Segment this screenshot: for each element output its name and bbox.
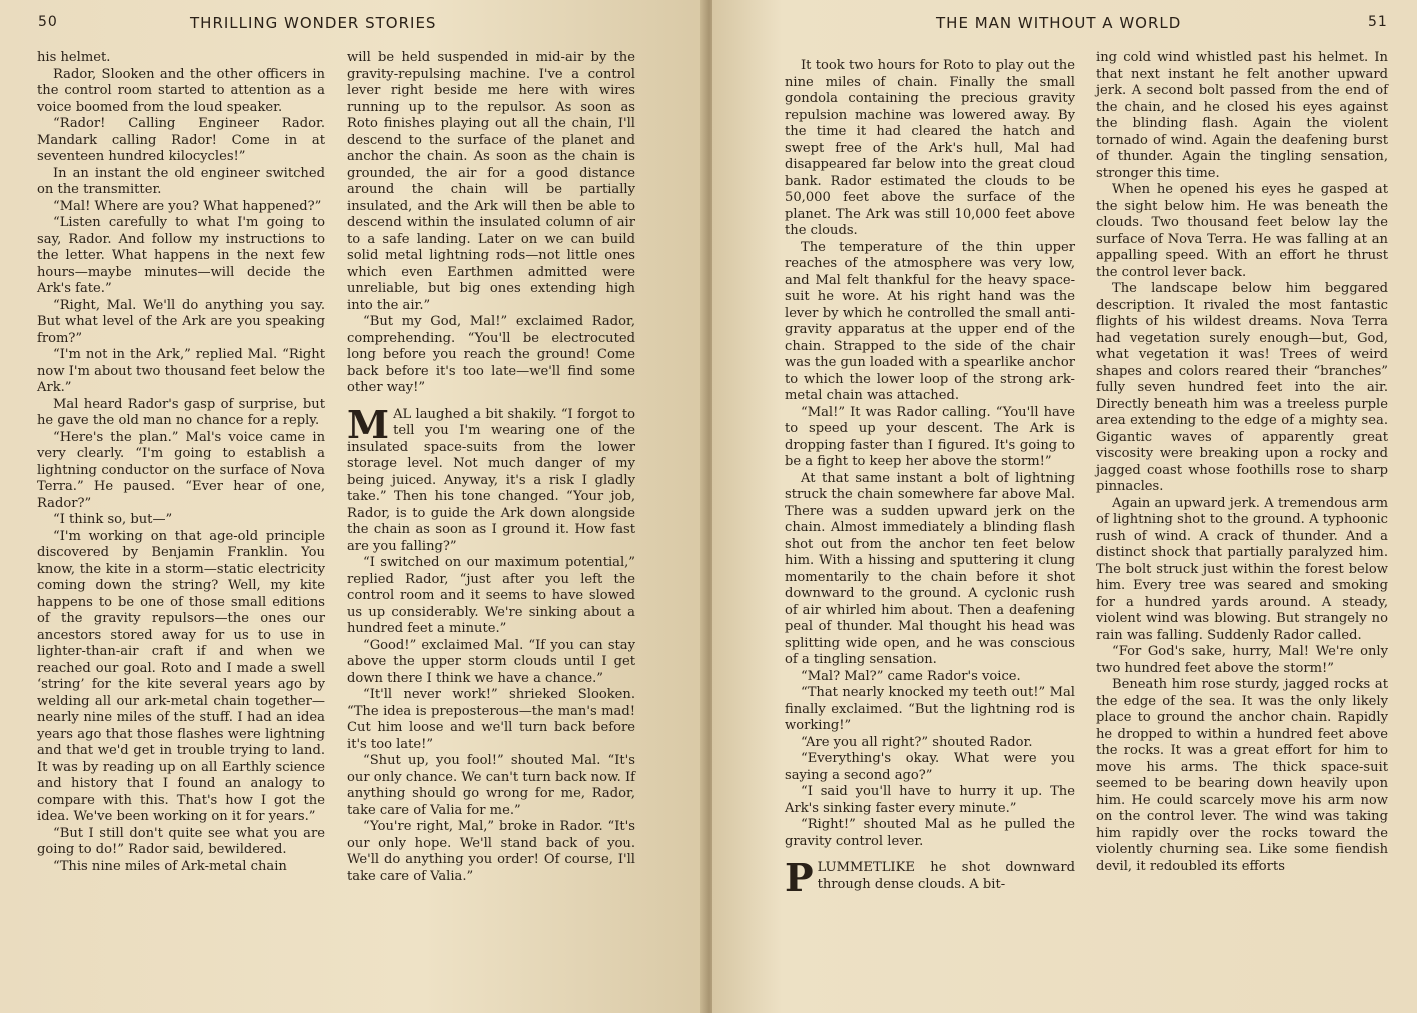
paragraph: “This nine miles of Ark-metal chain bbox=[53, 858, 287, 874]
paragraph: It took two hours for Roto to play out the nine miles of chain. Finally the small gondola containing the precious gravity repulsion machine was lowered away. By the time it had cleared the hatch and swept free of the Ark's hull, Mal had disappeared far below into the great cloud bank. Rador estimated the clouds to be 50,000 feet above the surface of the planet. The Ark was still 10,000 feet above the clouds. bbox=[785, 58, 1075, 238]
drop-cap-letter-right: P bbox=[785, 855, 814, 900]
paragraph: “Everything's okay. What were you saying a second ago?” bbox=[785, 751, 1075, 783]
left-column-2 bbox=[347, 50, 635, 885]
paragraph: will be held suspended in mid-air by the gravity-repulsing machine. I've a control lever right beside me here with wires running up to the repulsor. As soon as Roto finishes playing out all the chain, I'll descend to the surface of the planet and anchor the chain. As soon as the chain is grounded, the air for a good distance around the chain will be partially insulated, and the Ark will then be able to descend within the insulated column of air to a safe landing. Later on we can build solid metal lightning rods—not little ones which even Earthmen admitted were unreliable, but big ones extending high into the air.” bbox=[347, 50, 635, 313]
paragraph: “I'm not in the Ark,” replied Mal. “Right now I'm about two thousand feet below the Ark.” bbox=[37, 347, 325, 395]
paragraph: Rador, Slooken and the other officers in the control room started to attention as a voice boomed from the loud speaker. bbox=[37, 66, 325, 115]
paragraph: “I think so, but—” bbox=[53, 512, 173, 527]
right-column-1 bbox=[785, 58, 1075, 900]
right-column-2 bbox=[1096, 50, 1388, 875]
drop-cap-paragraph bbox=[347, 401, 635, 556]
paragraph: Mal heard Rador's gasp of surprise, but he gave the old man no chance for a reply. bbox=[37, 396, 325, 428]
left-column-1 bbox=[37, 50, 325, 875]
paragraph: “Mal! Where are you? What happened?” bbox=[53, 198, 322, 214]
paragraph: When he opened his eyes he gasped at the sight below him. He was beneath the clouds. Two thousand feet below lay the surface of Nova Terra. He was falling at an appalling speed. With an effort he thrust the control lever back. bbox=[1096, 182, 1388, 280]
paragraph: “It'll never work!” shrieked Slooken. “The idea is preposterous—the man's mad! Cut him loose and we'll turn back before it's too late!” bbox=[347, 687, 635, 752]
paragraph: “Right!” shouted Mal as he pulled the gravity control lever. bbox=[785, 817, 1075, 849]
paragraph: “Mal? Mal?” came Rador's voice. bbox=[801, 668, 1021, 684]
paragraph: “But I still don't quite see what you are going to do!” Rador said, bewildered. bbox=[37, 825, 325, 857]
paragraph: At that same instant a bolt of lightning struck the chain somewhere far above Mal. There was a sudden upward jerk on the chain. Almost immediately a blinding flash shot out from the anchor ten feet below him. With a hissing and sputtering it clung momentarily to the chain before it shot downward to the ground. A cyclonic rush of air whirled him about. Then a deafening peal of thunder. Mal thought his head was splitting wide open, and he was conscious of a tingling sensation. bbox=[785, 470, 1075, 667]
paragraph: “I switched on our maximum potential,” replied Rador, “just after you left the control room and it seems to have slowed us up considerably. We're sinking about a hundred feet a minute.” bbox=[347, 555, 635, 636]
paragraph: his helmet. bbox=[37, 50, 111, 65]
paragraph: ing cold wind whistled past his helmet. In that next instant he felt another upward jerk. A second bolt passed from the end of the chain, and he closed his eyes against the blinding flash. Again the violent tornado of wind. Again the deafening burst of thunder. Again the tingling sensation, stronger this time. bbox=[1096, 50, 1388, 181]
paragraph: “Good!” exclaimed Mal. “If you can stay above the upper storm clouds until I get down there I think we have a chance.” bbox=[347, 637, 635, 686]
drop-cap-paragraph-right bbox=[785, 855, 1075, 900]
paragraph: “Listen carefully to what I'm going to say, Rador. And follow my instructions to the letter. What happens in the next few hours—maybe minutes—will decide the Ark's fate.” bbox=[37, 215, 325, 296]
drop-cap-text-right: LUMMETLIKE he shot downward through dense clouds. A bit- bbox=[817, 860, 1075, 892]
paragraph: The temperature of the thin upper reaches of the atmosphere was very low, and Mal felt thankful for the heavy space-suit he wore. At his right hand was the lever by which he controlled the small anti-gravity apparatus at the upper end of the chain. Strapped to the side of the chair was the gun loaded with a spearlike anchor to which the lower loop of the strong ark-metal chain was attached. bbox=[785, 239, 1075, 403]
paragraph: “But my God, Mal!” exclaimed Rador, comprehending. “You'll be electrocuted long before you reach the ground! Come back before it's too late—we'll find some other way!” bbox=[347, 314, 635, 395]
drop-cap-letter: M bbox=[347, 401, 390, 447]
paragraph: The landscape below him beggared description. It rivaled the most fantastic flights of his wildest dreams. Nova Terra had vegetation surely enough—but, God, what vegetation it was! Trees of weird shapes and colors reared their “branches” fully seven hundred feet into the air. Directly beneath him was a treeless purple area extending to the edge of a mighty sea. Gigantic waves of apparently great viscosity were breaking upon a rocky and jagged coast whose foothills rose to sharp pinnacles. bbox=[1096, 281, 1388, 494]
paragraph: “Right, Mal. We'll do anything you say. But what level of the Ark are you speaking from?” bbox=[37, 297, 325, 346]
page-number-left: 50 bbox=[38, 14, 58, 30]
paragraph: Again an upward jerk. A tremendous arm of lightning shot to the ground. A typhoonic rush of wind. A crack of thunder. And a distinct shock that partially paralyzed him. The bolt struck just within the forest below him. Every tree was seared and smoking for a hundred yards around. A steady, violent wind was blowing. But strangely no rain was falling. Suddenly Rador called. bbox=[1096, 495, 1388, 643]
drop-cap-text: AL laughed a bit shakily. “I forgot to tell you I'm wearing one of the insulated space-suits from the lower storage level. Not much danger of my being juiced. Anyway, it's a risk I gladly take.” Then his tone changed. “Your job, Rador, is to guide the Ark down alongside the chain as soon as I ground it. How fast are you falling?” bbox=[347, 406, 635, 554]
running-head-left: THRILLING WONDER STORIES bbox=[190, 14, 437, 32]
paragraph: “I said you'll have to hurry it up. The Ark's sinking faster every minute.” bbox=[785, 784, 1075, 816]
paragraph: “Shut up, you fool!” shouted Mal. “It's our only chance. We can't turn back now. If anything should go wrong for me, Rador, take care of Valia for me.” bbox=[347, 753, 635, 818]
paragraph: “Mal!” It was Rador calling. “You'll have to speed up your descent. The Ark is dropping faster than I figured. It's going to be a fight to keep her above the storm!” bbox=[785, 404, 1075, 469]
paragraph: “Here's the plan.” Mal's voice came in very clearly. “I'm going to establish a lightning conductor on the surface of Nova Terra.” He paused. “Ever hear of one, Rador?” bbox=[37, 429, 325, 511]
paragraph: “I'm working on that age-old principle discovered by Benjamin Franklin. You know, the kite in a storm—static electricity coming down the string? Well, my kite happens to be one of those small editions of the gravity repulsors—the ones our ancestors stored away for us to use in lighter-than-air craft if and when we reached our goal. Roto and I made a swell ‘string’ for the kite several years ago by welding all our ark-metal chain together—nearly nine miles of the stuff. I had an idea years ago that those flashes were lightning and that we'd get in trouble trying to land. It was by reading up on all Earthly science and history that I found an analogy to compare with this. That's how I got the idea. We've been working on it for years.” bbox=[37, 528, 325, 824]
paragraph: “That nearly knocked my teeth out!” Mal finally exclaimed. “But the lightning rod is working!” bbox=[785, 685, 1075, 733]
page-number-right: 51 bbox=[1368, 14, 1388, 30]
paragraph: In an instant the old engineer switched on the transmitter. bbox=[37, 165, 325, 197]
paragraph: Beneath him rose sturdy, jagged rocks at the edge of the sea. It was the only likely place to ground the anchor chain. Rapidly he dropped to within a hundred feet above the rocks. It was a great effort for him to move his arms. The thick space-suit seemed to be bearing down heavily upon him. He could scarcely move his arm now on the control lever. The wind was taking him rapidly over the rocks toward the violently churning sea. Like some fiendish devil, it redoubled its efforts bbox=[1096, 677, 1388, 874]
paragraph: “Rador! Calling Engineer Rador. Mandark calling Rador! Come in at seventeen hundred kilocycles!” bbox=[37, 116, 325, 164]
paragraph: “Are you all right?” shouted Rador. bbox=[801, 734, 1033, 750]
left-page bbox=[0, 0, 705, 1013]
right-page bbox=[712, 0, 1417, 1013]
paragraph: “For God's sake, hurry, Mal! We're only two hundred feet above the storm!” bbox=[1096, 644, 1388, 676]
running-head-right: THE MAN WITHOUT A WORLD bbox=[936, 14, 1182, 32]
paragraph: “You're right, Mal,” broke in Rador. “It's our only hope. We'll stand back of you. We'll do anything you order! Of course, I'll take care of Valia.” bbox=[347, 819, 635, 884]
